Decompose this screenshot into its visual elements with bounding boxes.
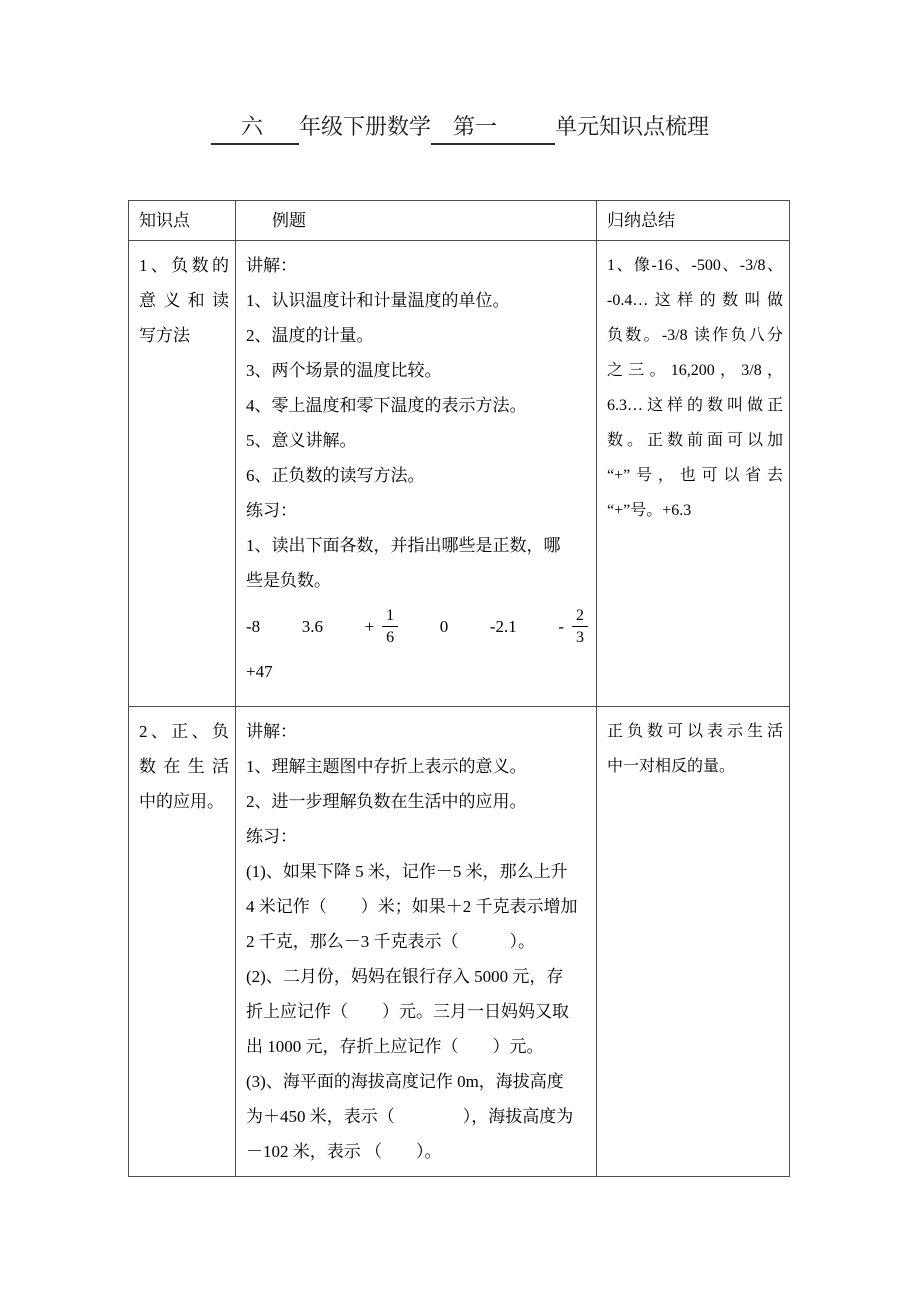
text-line: “+”号。+6.3 <box>607 502 692 519</box>
column-header-knowledge-point: 知识点 <box>129 201 236 241</box>
table-row <box>129 707 790 1177</box>
text-line: 1、读出下面各数，并指出哪些是正数，哪 <box>246 536 561 555</box>
text-line: 数在生活 <box>139 757 229 776</box>
text-line: 4 米记作（ ）米；如果＋2 千克表示增加 <box>246 897 578 916</box>
text-line: (1)、如果下降 5 米，记作－5 米，那么上升 <box>246 862 568 881</box>
text-line: 中一对相反的量。 <box>607 758 736 775</box>
knowledge-point-cell <box>129 241 236 707</box>
text-line: 些是负数。 <box>246 571 331 590</box>
text-line: 1、负数的 <box>139 256 229 275</box>
text-line: 负数。-3/8 读作负八分 <box>607 327 783 344</box>
knowledge-table <box>128 200 790 1177</box>
text-line: 数。正数前面可以加 <box>607 432 783 449</box>
text-line: 1、像-16、-500、-3/8、 <box>607 257 783 274</box>
text-line: 讲解： <box>246 256 297 275</box>
text-line: 正负数可以表示生活 <box>607 723 783 740</box>
text-line: 1、认识温度计和计量温度的单位。 <box>246 291 510 310</box>
header-row <box>129 201 790 241</box>
number-item: 0 <box>439 616 449 636</box>
text-line: 折上应记作（ ）元。三月一日妈妈又取 <box>246 1002 569 1021</box>
text-line: 5、意义讲解。 <box>246 431 357 450</box>
text-line: (3)、海平面的海拔高度记作 0m，海拔高度 <box>246 1072 564 1091</box>
column-header-examples: 例题 <box>236 201 597 241</box>
fraction <box>365 606 399 647</box>
text-line: 6.3…这样的数叫做正 <box>607 397 783 414</box>
text-line: 1、理解主题图中存折上表示的意义。 <box>246 757 527 776</box>
text-line: 4、零上温度和零下温度的表示方法。 <box>246 396 527 415</box>
text-line: 写方法 <box>139 326 190 345</box>
fraction-sign: - <box>558 616 564 636</box>
number-item: -8 <box>246 616 261 636</box>
knowledge-point-cell <box>129 707 236 1177</box>
table-row <box>129 241 790 707</box>
text-line: 讲解： <box>246 722 297 741</box>
column-header-summary: 归纳总结 <box>597 201 790 241</box>
text-line: 意义和读 <box>139 291 229 310</box>
text-line: 出 1000 元，存折上应记作（ ）元。 <box>246 1037 544 1056</box>
text-line: 为＋450 米，表示（ ），海拔高度为 <box>246 1107 574 1126</box>
title-blank-underlined: 第一 <box>431 112 555 145</box>
number-item: -2.1 <box>489 616 517 636</box>
summary-cell <box>597 707 790 1177</box>
text-line: “+”号，也可以省去 <box>607 467 783 484</box>
fraction <box>558 606 588 647</box>
document-title <box>0 112 920 145</box>
text-line: 3、两个场景的温度比较。 <box>246 361 442 380</box>
text-line: (2)、二月份，妈妈在银行存入 5000 元，存 <box>246 967 564 986</box>
text-line: -0.4…这样的数叫做 <box>607 292 783 309</box>
text-line: 6、正负数的读写方法。 <box>246 466 425 485</box>
text-line: －102 米，表示 （ ）。 <box>246 1142 442 1161</box>
examples-cell <box>236 707 597 1177</box>
numbers-line <box>246 598 590 654</box>
number-item: 3.6 <box>301 616 323 636</box>
text-line: 中的应用。 <box>139 792 224 811</box>
text-line: 练习： <box>246 501 297 520</box>
title-text: 年级下册数学 <box>298 114 431 139</box>
fraction-numerator: 1 <box>382 606 398 627</box>
summary-cell <box>597 241 790 707</box>
fraction-denominator: 6 <box>386 628 395 646</box>
text-line: +47 <box>246 662 273 681</box>
text-line: 2、正、负 <box>139 722 229 741</box>
title-text: 单元知识点梳理 <box>555 114 710 139</box>
text-line: 练习： <box>246 827 297 846</box>
text-line: 之三。16,200，3/8， <box>607 362 783 379</box>
fraction-stack <box>382 606 398 647</box>
fraction-numerator: 2 <box>572 606 588 627</box>
text-line: 2 千克，那么－3 千克表示（ ）。 <box>246 932 535 951</box>
title-blank-underlined: 六 <box>211 112 299 145</box>
text-line: 2、温度的计量。 <box>246 326 374 345</box>
fraction-sign: + <box>364 616 375 636</box>
examples-cell <box>236 241 597 707</box>
fraction-stack <box>572 606 588 647</box>
table-body <box>129 241 790 1177</box>
fraction-denominator: 3 <box>576 628 584 646</box>
text-line: 2、进一步理解负数在生活中的应用。 <box>246 792 527 811</box>
